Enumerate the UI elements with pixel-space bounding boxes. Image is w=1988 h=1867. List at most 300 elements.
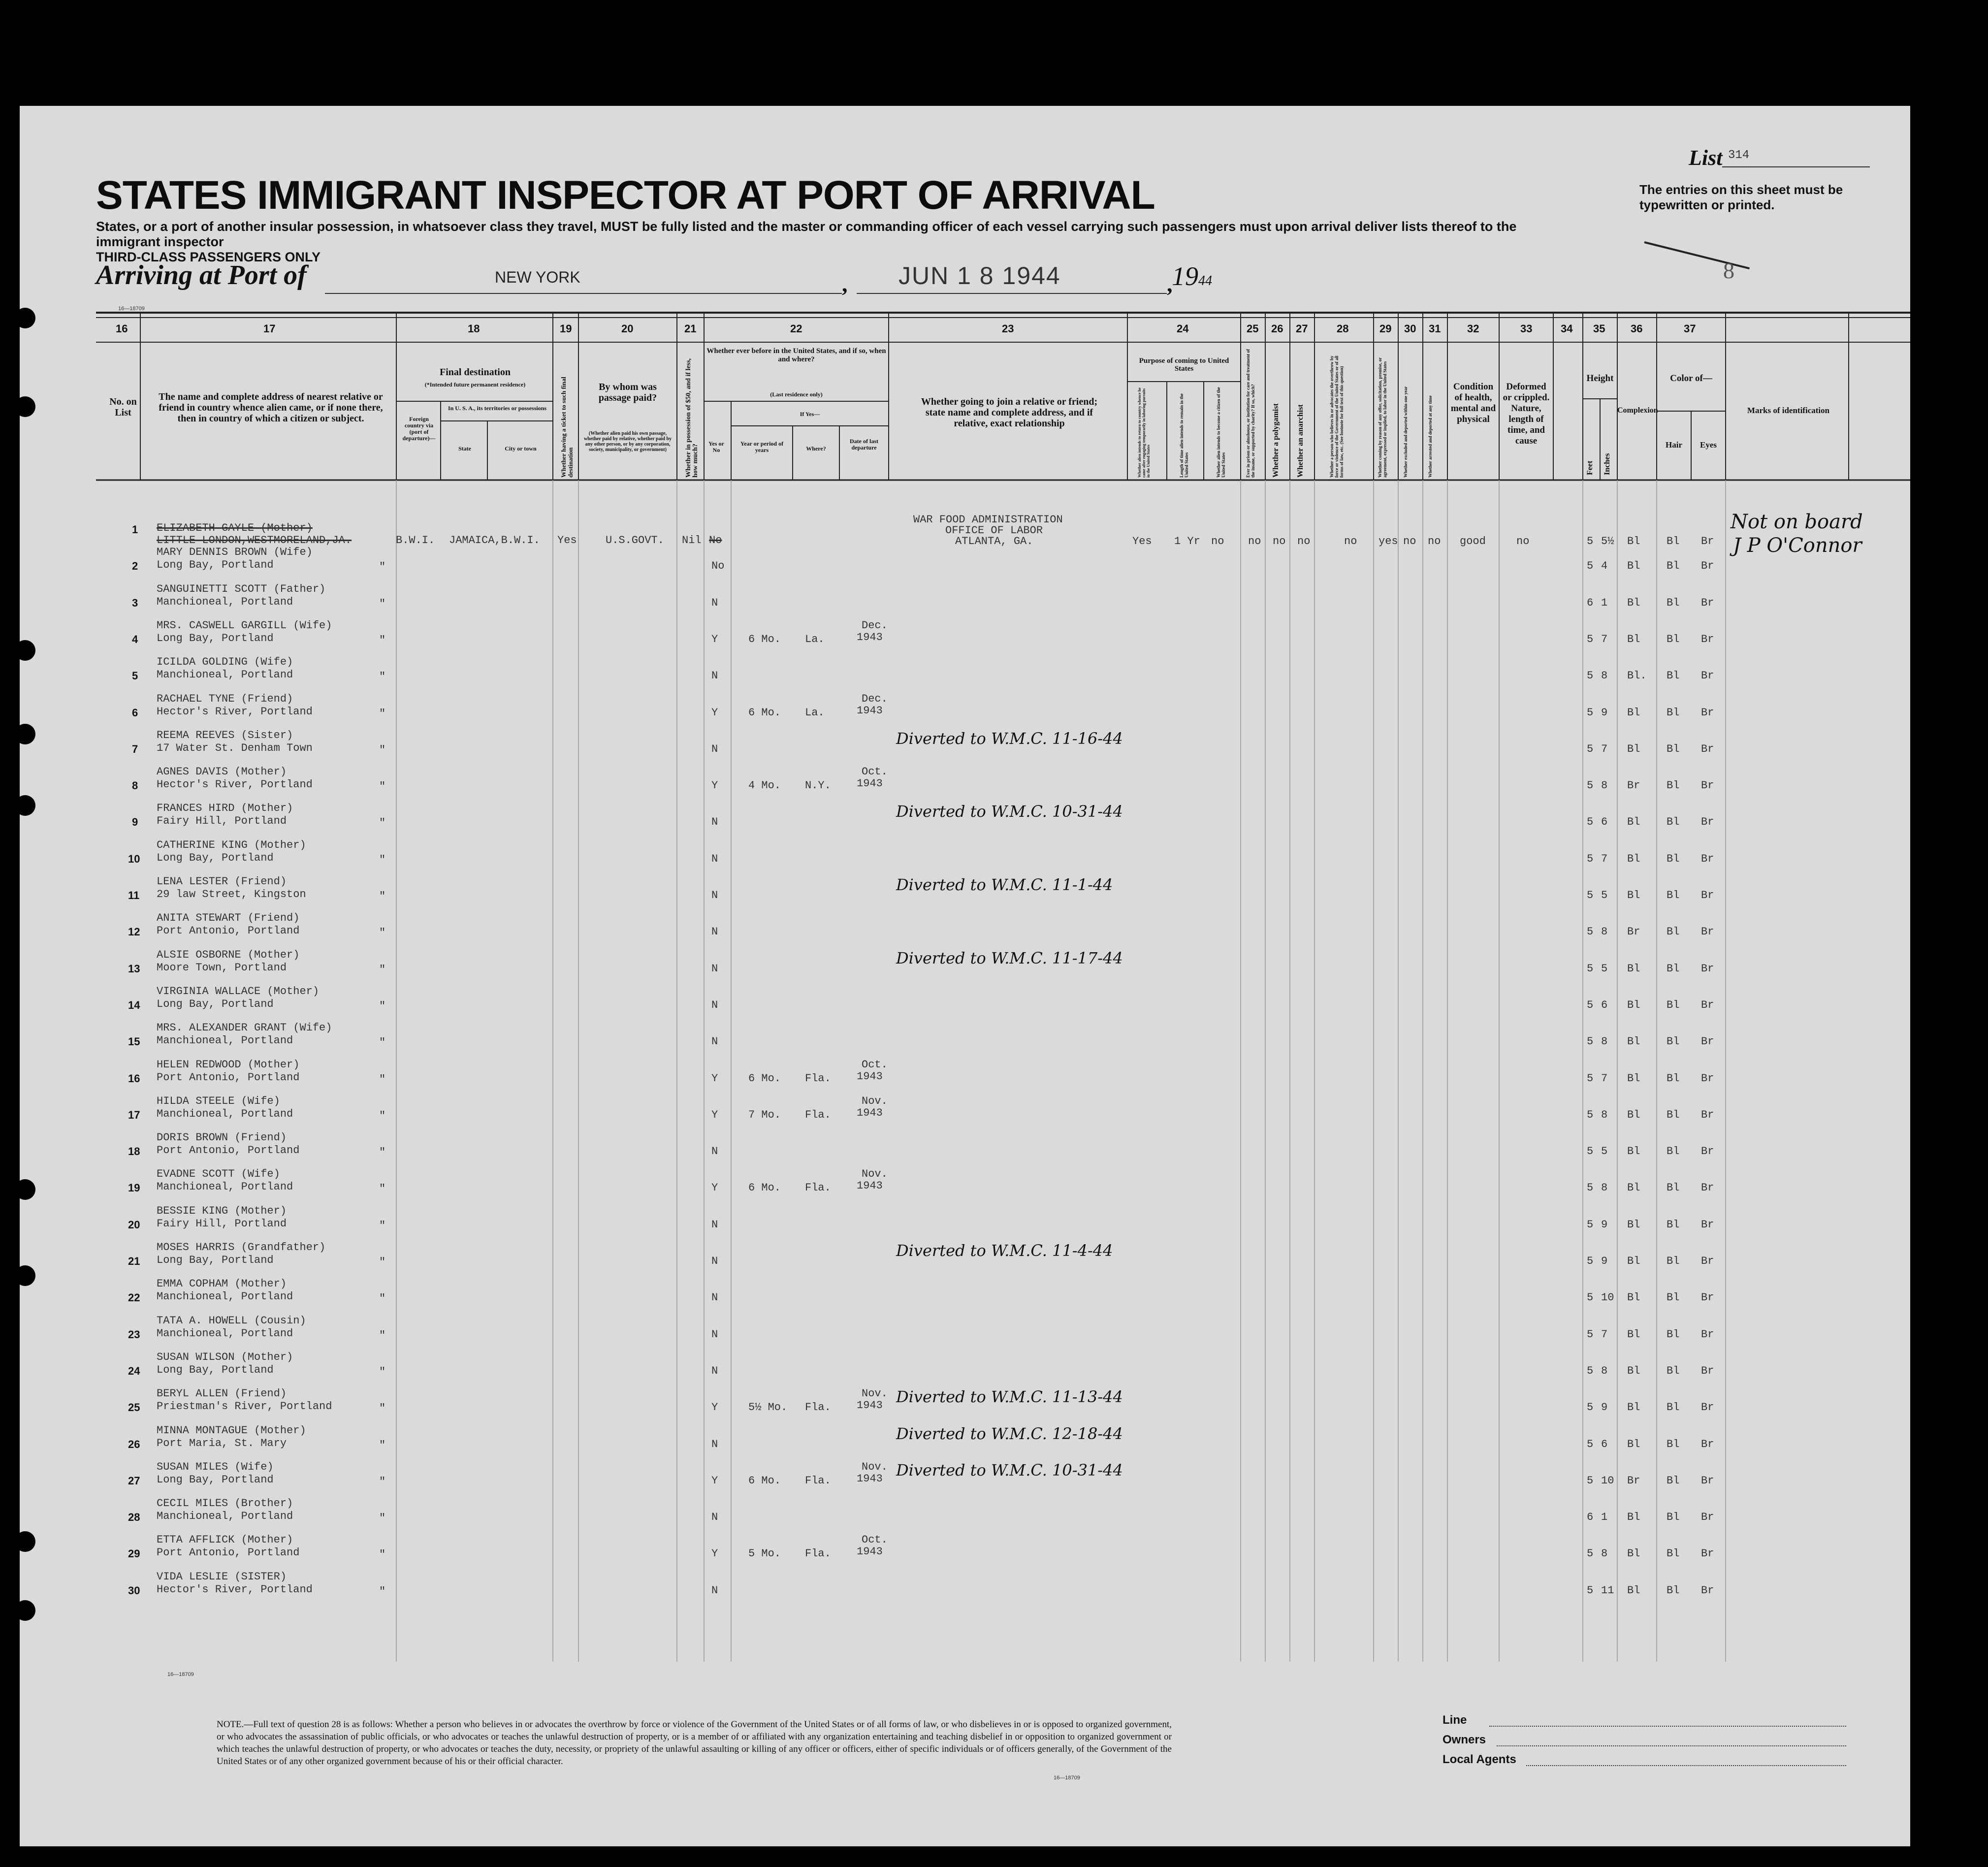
hair-color: Bl	[1667, 999, 1680, 1011]
subtitle-line-2: THIRD-CLASS PASSENGERS ONLY	[96, 250, 321, 264]
row-number: 22	[128, 1291, 140, 1304]
table-row	[20, 1127, 1910, 1164]
before-where: Fla.	[805, 1072, 831, 1085]
row1-c28: no	[1344, 535, 1357, 547]
header-feet: Feet	[1586, 460, 1594, 475]
hair-color: Bl	[1667, 1328, 1680, 1341]
row1-feet: 5	[1587, 535, 1594, 547]
complexion: Bl	[1627, 743, 1640, 755]
table-row	[20, 1493, 1910, 1530]
row1-join-line1: WAR FOOD ADMINISTRATION	[913, 514, 1063, 526]
eye-color: Br	[1701, 1035, 1714, 1048]
row-number: 30	[128, 1584, 140, 1597]
header-complexion: Complexion	[1617, 406, 1658, 415]
eye-color: Br	[1701, 1291, 1714, 1304]
height-inches: 8	[1601, 926, 1608, 938]
table-row	[20, 762, 1910, 798]
hair-color: Bl	[1667, 1584, 1680, 1597]
before-yes-no: Y	[711, 1109, 718, 1121]
relative-name: MARY DENNIS BROWN (Wife)	[157, 546, 313, 558]
height-feet: 5	[1587, 670, 1594, 682]
header-question-28: Whether a person who believes in or advocates the overthrow by force or violence of the Government of the United States or of all forms of law, etc. (See footnote for full text of this question)	[1329, 355, 1344, 478]
relative-name: DORIS BROWN (Friend)	[157, 1131, 287, 1144]
before-yes-no: N	[711, 597, 718, 609]
before-where: La.	[805, 707, 825, 719]
before-yes-no: N	[711, 816, 718, 828]
destination-ditto: "	[379, 1585, 386, 1598]
before-yes-no: N	[711, 1365, 718, 1377]
colnum-20: 20	[621, 322, 634, 335]
departure-month: Nov.	[862, 1461, 888, 1473]
year-suffix: 44	[1198, 273, 1212, 289]
before-period: 6 Mo.	[748, 707, 781, 719]
table-row	[20, 871, 1910, 908]
departure-month: Nov.	[862, 1168, 888, 1180]
diverted-note: Diverted to W.M.C. 11-16-44	[896, 729, 1123, 748]
destination-ditto: "	[379, 1110, 386, 1122]
table-row	[20, 689, 1910, 725]
relative-address: Port Antonio, Portland	[157, 1071, 300, 1084]
relative-address: Priestman's River, Portland	[157, 1400, 332, 1413]
relative-address: Port Maria, St. Mary	[157, 1437, 287, 1449]
hair-color: Bl	[1667, 889, 1680, 901]
row1-join-line2: OFFICE OF LABOR	[945, 524, 1043, 537]
relative-address: Port Antonio, Portland	[157, 1144, 300, 1157]
hair-color: Bl	[1667, 779, 1680, 792]
height-feet: 5	[1587, 1584, 1594, 1597]
colnum-30: 30	[1404, 322, 1416, 335]
height-inches: 10	[1601, 1291, 1614, 1304]
relative-name: ALSIE OSBORNE (Mother)	[157, 949, 300, 961]
header-year-period: Year or period of years	[740, 440, 784, 453]
manifest-sheet	[20, 106, 1910, 1846]
complexion: Bl	[1627, 999, 1640, 1011]
header-marks: Marks of identification	[1747, 406, 1830, 415]
before-where: Fla.	[805, 1182, 831, 1194]
row1-c25: no	[1248, 535, 1261, 547]
table-row	[20, 1091, 1910, 1127]
relative-name: ICILDA GOLDING (Wife)	[157, 656, 293, 668]
complexion: Bl	[1627, 560, 1640, 572]
row1-inches: 5½	[1601, 535, 1614, 547]
header-color-of: Color of—	[1670, 373, 1712, 384]
relative-address: Manchioneal, Portland	[157, 1108, 293, 1120]
complexion: Bl	[1627, 1072, 1640, 1085]
eye-color: Br	[1701, 560, 1714, 572]
relative-address: Manchioneal, Portland	[157, 669, 293, 681]
height-feet: 5	[1587, 1219, 1594, 1231]
before-yes-no: Y	[711, 1182, 718, 1194]
before-yes-no: N	[711, 889, 718, 901]
destination-ditto: "	[379, 780, 386, 793]
height-feet: 5	[1587, 1438, 1594, 1450]
height-feet: 5	[1587, 779, 1594, 792]
row-number: 12	[128, 926, 140, 938]
colnum-29: 29	[1379, 322, 1392, 335]
row-number: 23	[128, 1328, 140, 1341]
form-code-bottom-left: 16—18709	[167, 1672, 194, 1677]
table-row	[20, 1237, 1910, 1274]
row-number: 9	[132, 816, 138, 828]
destination-ditto: "	[379, 964, 386, 976]
departure-year: 1943	[857, 705, 883, 717]
height-inches: 6	[1601, 816, 1608, 828]
eye-color: Br	[1701, 597, 1714, 609]
destination-ditto: "	[379, 708, 386, 720]
diverted-note: Diverted to W.M.C. 10-31-44	[896, 1461, 1123, 1480]
row1-eyes: Br	[1701, 535, 1714, 547]
header-join-relative: Whether going to join a relative or friend; state name and complete address, and if relative, exact relationship	[921, 396, 1098, 429]
relative-address: Long Bay, Portland	[157, 559, 274, 571]
row1-c29: yes	[1379, 535, 1398, 547]
destination-ditto: "	[379, 561, 386, 573]
footer-line-field	[1489, 1726, 1846, 1727]
height-feet: 5	[1587, 1182, 1594, 1194]
header-if-yes: If Yes—	[800, 411, 820, 418]
table-row	[20, 1311, 1910, 1347]
arrival-date-stamp: JUN 1 8 1944	[898, 262, 1061, 290]
relative-name: SUSAN WILSON (Mother)	[157, 1351, 293, 1363]
row1-relative-line2: LITTLE LONDON,WESTMORELAND,JA.	[157, 534, 352, 547]
destination-ditto: "	[379, 1220, 386, 1232]
height-feet: 5	[1587, 1072, 1594, 1085]
header-hair: Hair	[1666, 440, 1682, 450]
complexion: Bl	[1627, 1219, 1640, 1231]
row-number: 5	[132, 670, 138, 682]
height-feet: 5	[1587, 999, 1594, 1011]
height-feet: 5	[1587, 1401, 1594, 1414]
hair-color: Bl	[1667, 963, 1680, 975]
complexion: Bl	[1627, 1365, 1640, 1377]
relative-address: Moore Town, Portland	[157, 962, 287, 974]
hair-color: Bl	[1667, 1547, 1680, 1560]
hair-color: Bl	[1667, 816, 1680, 828]
relative-address: Manchioneal, Portland	[157, 596, 293, 608]
colnum-31: 31	[1429, 322, 1441, 335]
hair-color: Bl	[1667, 597, 1680, 609]
height-inches: 1	[1601, 1511, 1608, 1523]
header-anarchist: Whether an anarchist	[1296, 404, 1305, 478]
destination-ditto: "	[379, 1146, 386, 1159]
stroke-text: 8	[1723, 258, 1734, 283]
departure-year: 1943	[857, 631, 883, 644]
complexion: Br	[1627, 779, 1640, 792]
header-health: Condition of health, mental and physical	[1450, 382, 1496, 424]
before-yes-no: Y	[711, 707, 718, 719]
complexion: Br	[1627, 1475, 1640, 1487]
height-feet: 5	[1587, 560, 1594, 572]
complexion: Br	[1627, 926, 1640, 938]
height-feet: 5	[1587, 926, 1594, 938]
table-row	[20, 945, 1910, 981]
departure-month: Oct.	[862, 1059, 888, 1071]
complexion: Bl	[1627, 1035, 1640, 1048]
height-inches: 7	[1601, 743, 1608, 755]
colnum-23: 23	[1002, 322, 1014, 335]
relative-address: Port Antonio, Portland	[157, 925, 300, 937]
before-yes-no: N	[711, 1328, 718, 1341]
row1-money: Nil	[682, 534, 702, 547]
header-relative: The name and complete address of nearest relative or friend in country whence alien came, or if none there, then in country of which a citizen or subject.	[159, 391, 383, 424]
row-number: 2	[132, 560, 138, 572]
before-where: N.Y.	[805, 779, 831, 792]
height-inches: 5	[1601, 1145, 1608, 1158]
row-number: 19	[128, 1182, 140, 1194]
header-ticket: Whether having a ticket to such final destination	[560, 377, 574, 478]
complexion: Bl	[1627, 889, 1640, 901]
destination-ditto: "	[379, 1256, 386, 1268]
height-feet: 5	[1587, 963, 1594, 975]
before-period: 5½ Mo.	[748, 1401, 788, 1414]
destination-ditto: "	[379, 1476, 386, 1488]
row-number: 8	[132, 779, 138, 792]
relative-address: Fairy Hill, Portland	[157, 815, 287, 827]
colnum-32: 32	[1467, 322, 1479, 335]
relative-name: MRS. CASWELL GARGILL (Wife)	[157, 619, 332, 632]
height-inches: 9	[1601, 1255, 1608, 1267]
footer-owners-label: Owners	[1443, 1733, 1486, 1746]
colnum-21: 21	[684, 322, 697, 335]
colnum-17: 17	[263, 322, 276, 335]
list-label: List	[1689, 146, 1723, 170]
eye-color: Br	[1701, 1182, 1714, 1194]
height-feet: 5	[1587, 743, 1594, 755]
height-feet: 5	[1587, 633, 1594, 645]
eye-color: Br	[1701, 670, 1714, 682]
complexion: Bl	[1627, 853, 1640, 865]
eye-color: Br	[1701, 926, 1714, 938]
before-yes-no: Y	[711, 1547, 718, 1560]
departure-month: Nov.	[862, 1095, 888, 1107]
table-row	[20, 652, 1910, 688]
eye-color: Br	[1701, 1328, 1714, 1341]
relative-name: SANGUINETTI SCOTT (Father)	[157, 583, 326, 595]
relative-name: MINNA MONTAGUE (Mother)	[157, 1424, 306, 1437]
before-yes-no: N	[711, 1035, 718, 1048]
table-row	[20, 579, 1910, 615]
hair-color: Bl	[1667, 1219, 1680, 1231]
hair-color: Bl	[1667, 560, 1680, 572]
departure-year: 1943	[857, 1545, 883, 1558]
destination-ditto: "	[379, 1439, 386, 1451]
before-yes-no: N	[711, 963, 718, 975]
destination-ditto: "	[379, 1366, 386, 1378]
height-feet: 5	[1587, 853, 1594, 865]
hair-color: Bl	[1667, 1109, 1680, 1121]
relative-name: RACHAEL TYNE (Friend)	[157, 693, 293, 705]
table-row	[20, 1164, 1910, 1200]
row-number: 25	[128, 1401, 140, 1414]
relative-address: Long Bay, Portland	[157, 1254, 274, 1266]
colnum-35: 35	[1593, 322, 1605, 335]
relative-address: Hector's River, Portland	[157, 778, 313, 791]
height-inches: 8	[1601, 1365, 1608, 1377]
before-where: Fla.	[805, 1547, 831, 1560]
row-number: 27	[128, 1475, 140, 1487]
eye-color: Br	[1701, 1219, 1714, 1231]
row1-paid-by: U.S.GOVT.	[606, 534, 664, 547]
departure-year: 1943	[857, 1399, 883, 1412]
colnum-34: 34	[1561, 322, 1573, 335]
header-city: City or town	[505, 445, 537, 452]
destination-ditto: "	[379, 598, 386, 610]
relative-name: EVADNE SCOTT (Wife)	[157, 1168, 280, 1180]
header-passage-paid: By whom was passage paid?	[598, 382, 657, 403]
destination-ditto: "	[379, 1183, 386, 1195]
table-row	[20, 1018, 1910, 1054]
row1-deformed: no	[1516, 535, 1530, 547]
before-where: Fla.	[805, 1109, 831, 1121]
colnum-26: 26	[1271, 322, 1283, 335]
table-row	[20, 725, 1910, 762]
relative-name: MRS. ALEXANDER GRANT (Wife)	[157, 1022, 332, 1034]
hair-color: Bl	[1667, 633, 1680, 645]
relative-address: Long Bay, Portland	[157, 1364, 274, 1376]
height-inches: 11	[1601, 1584, 1614, 1597]
hair-color: Bl	[1667, 1145, 1680, 1158]
relative-address: Long Bay, Portland	[157, 998, 274, 1010]
height-feet: 5	[1587, 1035, 1594, 1048]
table-row	[20, 1384, 1910, 1420]
table-row	[20, 835, 1910, 871]
eye-color: Br	[1701, 1255, 1714, 1267]
eye-color: Br	[1701, 1072, 1714, 1085]
table-row	[20, 908, 1910, 944]
destination-ditto: "	[379, 817, 386, 829]
height-inches: 6	[1601, 1438, 1608, 1450]
before-yes-no: Y	[711, 1475, 718, 1487]
table-row	[20, 615, 1910, 652]
row-number: 10	[128, 853, 140, 865]
diverted-note: Diverted to W.M.C. 12-18-44	[896, 1424, 1123, 1443]
row1-ticket: Yes	[557, 534, 577, 547]
hair-color: Bl	[1667, 1291, 1680, 1304]
height-feet: 5	[1587, 1365, 1594, 1377]
relative-name: SUSAN MILES (Wife)	[157, 1461, 274, 1473]
destination-ditto: "	[379, 854, 386, 866]
colnum-36: 36	[1631, 322, 1643, 335]
complexion: Bl	[1627, 816, 1640, 828]
hair-color: Bl	[1667, 1475, 1680, 1487]
diverted-note: Diverted to W.M.C. 11-4-44	[896, 1241, 1113, 1260]
before-period: 6 Mo.	[748, 1072, 781, 1085]
table-row	[20, 1347, 1910, 1384]
before-where: La.	[805, 633, 825, 645]
hair-color: Bl	[1667, 1365, 1680, 1377]
relative-name: EMMA COPHAM (Mother)	[157, 1278, 287, 1290]
height-feet: 5	[1587, 1547, 1594, 1560]
eye-color: Br	[1701, 633, 1714, 645]
before-yes-no: Y	[711, 1401, 718, 1414]
before-yes-no: N	[711, 1145, 718, 1158]
departure-year: 1943	[857, 777, 883, 790]
complexion: Bl	[1627, 707, 1640, 719]
row-number: 6	[132, 707, 138, 719]
table-row	[20, 1055, 1910, 1091]
entries-note: The entries on this sheet must be typewritten or printed.	[1639, 182, 1843, 212]
before-yes-no: N	[711, 999, 718, 1011]
header-in-usa: In U. S. A., its territories or possessions	[448, 405, 547, 412]
height-inches: 10	[1601, 1475, 1614, 1487]
eye-color: Br	[1701, 779, 1714, 792]
complexion: Bl.	[1627, 670, 1647, 682]
complexion: Bl	[1627, 963, 1640, 975]
table-row	[20, 1274, 1910, 1310]
header-labor-offer: Whether coming by reason of any offer, solicitation, promise, or agreement, expressed or implied, to labor in the United States	[1378, 357, 1387, 478]
header-final-destination-note: (*Intended future permanent residence)	[424, 381, 526, 388]
arriving-label: Arriving at Port of	[96, 260, 307, 290]
hair-color: Bl	[1667, 1255, 1680, 1267]
relative-address: Manchioneal, Portland	[157, 1034, 293, 1047]
destination-ditto: "	[379, 927, 386, 939]
complexion: Bl	[1627, 1438, 1640, 1450]
table-row	[20, 1567, 1910, 1603]
row1-state: JAMAICA,B.W.I.	[449, 534, 540, 547]
row-number: 18	[128, 1145, 140, 1158]
departure-month: Oct.	[862, 766, 888, 778]
table-row	[20, 1530, 1910, 1566]
eye-color: Br	[1701, 1109, 1714, 1121]
row1-hair: Bl	[1667, 535, 1680, 547]
footer-owners-field	[1497, 1745, 1846, 1746]
before-yes-no: Y	[711, 633, 718, 645]
before-yes-no: No	[711, 560, 725, 572]
height-feet: 5	[1587, 1109, 1594, 1121]
row-number: 29	[128, 1547, 140, 1560]
header-money: Whether in possession of $50, and if less, how much?	[685, 358, 699, 478]
eye-color: Br	[1701, 889, 1714, 901]
hair-color: Bl	[1667, 1072, 1680, 1085]
before-yes-no: N	[711, 1438, 718, 1450]
before-yes-no: Y	[711, 779, 718, 792]
colnum-24: 24	[1177, 322, 1189, 335]
departure-month: Dec.	[862, 693, 888, 705]
header-excluded: Whether excluded and deported within one year	[1403, 386, 1408, 478]
header-deformed: Deformed or crippled. Nature, length of time, and cause	[1503, 382, 1550, 446]
row1-c31: no	[1428, 535, 1441, 547]
colnum-28: 28	[1337, 322, 1349, 335]
relative-name: REEMA REEVES (Sister)	[157, 729, 293, 741]
before-yes-no: N	[711, 1291, 718, 1304]
form-code-bottom-right: 16—18709	[1054, 1775, 1080, 1781]
colnum-19: 19	[560, 322, 572, 335]
row-number: 11	[128, 889, 140, 901]
eye-color: Br	[1701, 1438, 1714, 1450]
relative-name: BESSIE KING (Mother)	[157, 1205, 287, 1217]
destination-ditto: "	[379, 671, 386, 683]
height-feet: 5	[1587, 707, 1594, 719]
year-prefix: 19	[1172, 261, 1198, 291]
row1-complexion: Bl	[1627, 535, 1640, 547]
row1-purpose-citizen: no	[1211, 535, 1224, 547]
header-deported: Whether arrested and deported at any time	[1428, 395, 1433, 478]
before-yes-no: N	[711, 1255, 718, 1267]
row1-join-line3: ATLANTA, GA.	[955, 535, 1033, 547]
row-number: 3	[132, 597, 138, 609]
row-number: 14	[128, 999, 140, 1011]
row-number: 13	[128, 963, 140, 975]
complexion: Bl	[1627, 1547, 1640, 1560]
eye-color: Br	[1701, 1365, 1714, 1377]
relative-address: Manchioneal, Portland	[157, 1510, 293, 1522]
height-inches: 8	[1601, 1035, 1608, 1048]
header-where: Where?	[806, 445, 826, 452]
relative-address: Hector's River, Portland	[157, 706, 313, 718]
eye-color: Br	[1701, 1401, 1714, 1414]
complexion: Bl	[1627, 1584, 1640, 1597]
row-number: 28	[128, 1511, 140, 1523]
hair-color: Bl	[1667, 707, 1680, 719]
